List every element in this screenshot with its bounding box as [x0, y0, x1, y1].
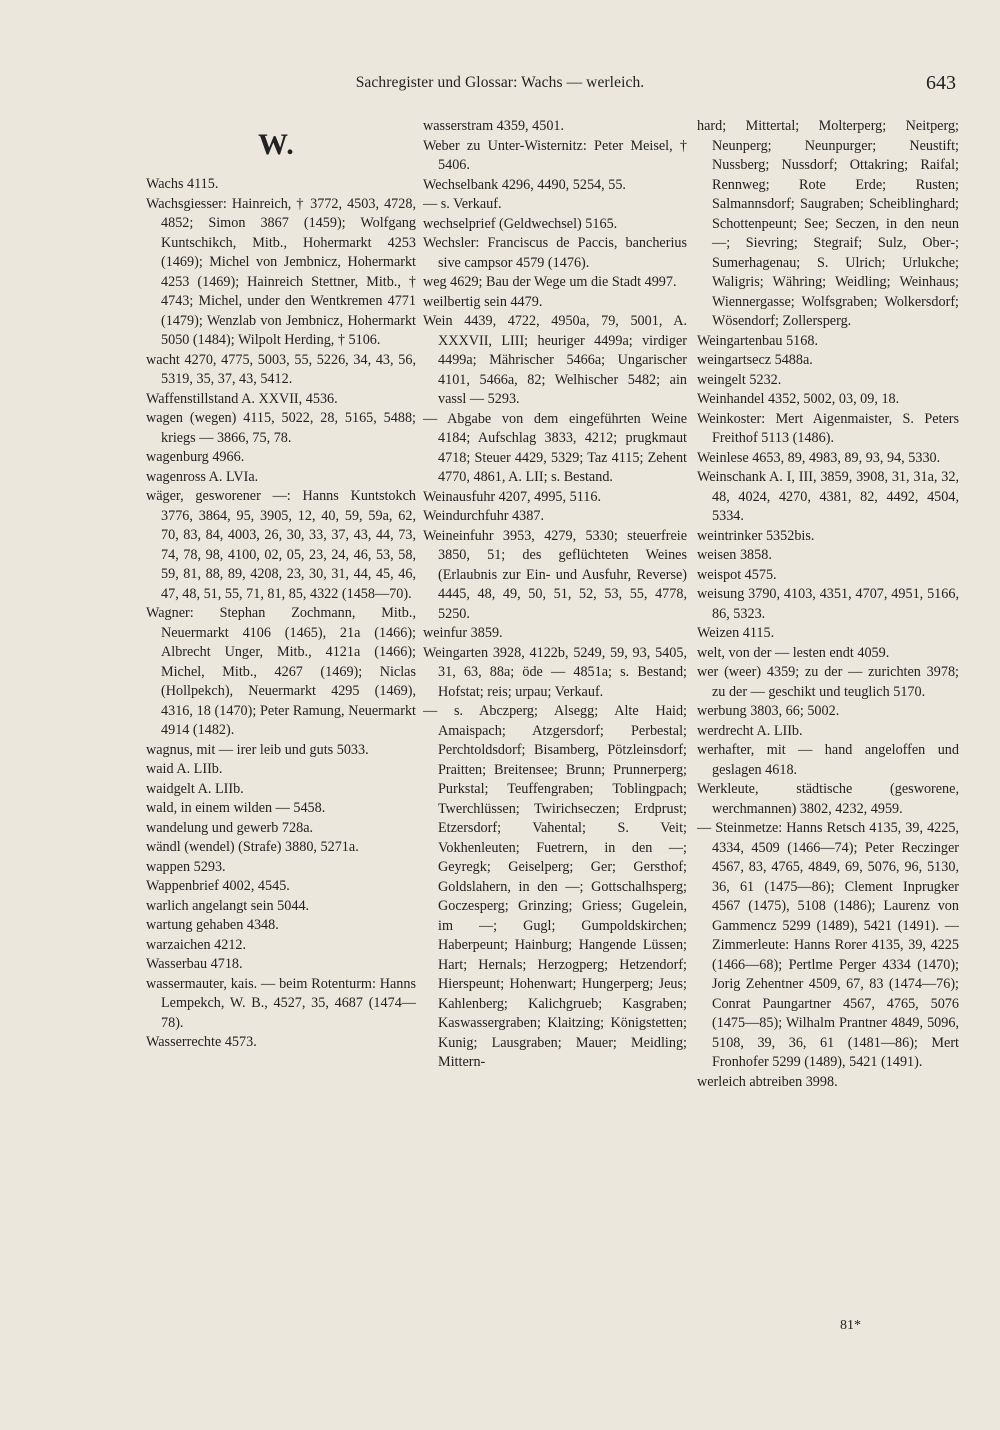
index-entry: wagnus, mit — irer leib und guts 5033.: [146, 741, 369, 758]
index-entry: weilbertig sein 4479.: [423, 293, 543, 310]
index-entry: Wein 4439, 4722, 4950a, 79, 5001, A. XXXVII, LIII; heuriger 4499a; virdiger 4499a; Mährischer 5466a; Ungarischer 4101, 5466a, 82; Welhischer 5482; ain vassl — 5293.: [423, 313, 687, 407]
index-entry: Weingarten 3928, 4122b, 5249, 59, 93, 5405, 31, 63, 88a; öde — 4851a; s. Bestand; Hofstat; reis; urpau; Verkauf.: [423, 644, 687, 700]
section-letter: W.: [258, 128, 295, 161]
index-entry: warzaichen 4212.: [146, 936, 247, 953]
signature-mark: 81*: [840, 1318, 861, 1333]
index-entry: wagen (wegen) 4115, 5022, 28, 5165, 5488; kriegs — 3866, 75, 78.: [146, 410, 416, 446]
index-entry: Wagner: Stephan Zochmann, Mitb., Neuermarkt 4106 (1465), 21a (1466); Albrecht Unger, Mitb., 4121a (1466); Michel, Mitb., 4267 (1469); Niclas (Hollpekch), Neuermarkt 4295 (1469), 4316, 18 (1470); Peter Ramung, Neuermarkt 4914 (1482).: [146, 605, 416, 738]
index-entry: Weineinfuhr 3953, 4279, 5330; steuerfreie 3850, 51; des geflüchteten Weines (Erlaubnis zur Ein- und Ausfuhr, Reverse) 4445, 48, 49, 50, 51, 52, 53, 55, 4778, 5250.: [423, 527, 687, 622]
column-1: [146, 175, 416, 1053]
index-entry: Wechsler: Franciscus de Paccis, bancherius sive campsor 4579 (1476).: [423, 235, 687, 271]
index-entry: wändl (wendel) (Strafe) 3880, 5271a.: [146, 839, 359, 855]
index-entry: Weizen 4115.: [697, 625, 775, 641]
index-entry: Weingartenbau 5168.: [697, 332, 818, 349]
index-entry: Wasserbau 4718.: [146, 956, 243, 972]
index-entry: wappen 5293.: [146, 858, 226, 875]
index-entry: Wachsgiesser: Hainreich, † 3772, 4503, 4728, 4852; Simon 3867 (1459); Wolfgang Kuntschikch, Mitb., Hohermarkt 4253 (1469); Michel von Jembnicz, Hohermarkt 4253 (1469); Hainreich Stettner, Mitb., † 4743; Michel, under den Wentkremen 4771 (1479); Wenzlab von Jembnicz, Hohermarkt 5050 (1484); Wilpolt Herding, † 5106.: [146, 195, 416, 348]
index-entry: wagenburg 4966.: [146, 449, 245, 465]
index-entry: Werkleute, städtische (gesworene, werchmannen) 3802, 4232, 4959.: [697, 781, 959, 817]
index-entry: weintrinker 5352bis.: [697, 527, 815, 544]
index-entry: Waffenstillstand A. XXVII, 4536.: [146, 390, 338, 407]
index-entry: Weinlese 4653, 89, 4983, 89, 93, 94, 5330.: [697, 449, 941, 466]
index-entry: hard; Mittertal; Molterperg; Neitperg; Neunperg; Neunpurger; Neustift; Nussberg; Nussdorf; Ottakring; Raifal; Rennweg; Rote Erde; Rusten; Salmannsdorf; Saugraben; Scheiblinghard; Schottenpeunt; See; Seczen, in den neun —; Sievring; Stegraif; Sulz, Ober-; Sumerhagenau; S. Ulrich; Urlukche; Waligris; Währing; Weidling; Weinhaus; Wiennergasse; Wolfsgraben; Wolkersdorf; Wösendorf; Zollersperg.: [697, 118, 959, 329]
index-entry: werdrecht A. LIIb.: [697, 722, 803, 739]
index-entry: wer (weer) 4359; zu der — zurichten 3978; zu der — geschikt und teuglich 5170.: [697, 664, 959, 700]
index-entry: wäger, gesworener —: Hanns Kuntstokch 3776, 3864, 95, 3905, 12, 40, 59, 59a, 62, 70, 83, 84, 4003, 26, 30, 33, 37, 43, 44, 73, 74, 78, 98, 4100, 02, 05, 23, 24, 46, 53, 58, 59, 81, 88, 89, 4208, 23, 30, 31, 44, 45, 46, 47, 48, 51, 55, 71, 81, 85, 4322 (1458—70).: [146, 488, 416, 602]
index-entry: — Steinmetze: Hanns Retsch 4135, 39, 4225, 4334, 4509 (1466—74); Peter Reczinger 4567, 83, 4765, 4849, 69, 5076, 96, 5130, 36, 61 (1475—86); Clement Inprugker 4567 (1475), 5108 (1486); Laurenz von Gammencz 5299 (1489), 5421 (1491). — Zimmerleute: Hanns Rorer 4135, 39, 4225 (1466—68); Pertlme Perger 4334 (1470); Jorig Zehentner 4509, 67, 83 (1474—76); Conrat Paungartner 4567, 4765, 5076 (1475—85); Wilhalm Prantner 4849, 5096, 5108, 39, 36, 61 (1481—86); Mert Fronhofer 5299 (1489), 5421 (1491).: [697, 820, 959, 1070]
index-entry: weisen 3858.: [697, 547, 772, 563]
index-entry: Weinschank A. I, III, 3859, 3908, 31, 31a, 32, 48, 4024, 4270, 4381, 82, 4492, 4504, 5334.: [697, 469, 959, 524]
index-entry: weisung 3790, 4103, 4351, 4707, 4951, 5166, 86, 5323.: [697, 586, 959, 622]
index-entry: Weinkoster: Mert Aigenmaister, S. Peters Freithof 5113 (1486).: [697, 410, 959, 446]
index-entry: Wechselbank 4296, 4490, 5254, 55.: [423, 176, 626, 193]
index-entry: Wachs 4115.: [146, 176, 219, 192]
index-entry: Wappenbrief 4002, 4545.: [146, 878, 290, 894]
index-entry: Weindurchfuhr 4387.: [423, 508, 544, 524]
index-entry: waid A. LIIb.: [146, 761, 223, 777]
index-entry: wartung gehaben 4348.: [146, 917, 279, 933]
index-entry: — s. Abczperg; Alsegg; Alte Haid; Amaispach; Atzgersdorf; Perbestal; Perchtoldsdorf; Bisamberg, Pötzleinsdorf; Praitten; Breitensee; Brunn; Prunnerperg; Purkstal; Teuffengraben; Toblingpach; Twerchlüssen; Twirichseczen; Erdprust; Etzersdorf; Vahental; S. Veit; Vokhenleuten; Fuetrern, in den —; Geyregk; Geiselperg; Ger; Gersthof; Goldslahern, in den —; Gottschalhsperg; Goczesperg; Grinzing; Griess; Gugelein, im —; Gugl; Gumpoldskirchen; Haberpeunt; Hainburg; Hangende Lüssen; Hart; Hernals; Herzogperg; Hetzendorf; Hierspeunt; Hohenwart; Hungerperg; Jeus; Kahlenberg; Kalichgrueb; Kasgraben; Kaswassergraben; Klaitzing; Königstetten; Kunig; Lausgraben; Mauer; Meidling; Mittern-: [423, 703, 687, 1070]
index-entry: Weinausfuhr 4207, 4995, 5116.: [423, 488, 602, 505]
index-entry: — Abgabe von dem eingeführten Weine 4184; Aufschlag 3833, 4212; prugkmaut 4718; Steuer 4429, 5329; Taz 4115; Zehent 4770, 4861, A. LII; s. Bestand.: [423, 410, 687, 485]
column-2: [423, 117, 687, 1073]
index-entry: waidgelt A. LIIb.: [146, 780, 244, 797]
running-head: Sachregister und Glossar: Wachs — werleich.: [355, 74, 645, 91]
index-entry: welt, von der — lesten endt 4059.: [697, 644, 890, 661]
index-entry: weingelt 5232.: [697, 371, 782, 388]
index-entry: wacht 4270, 4775, 5003, 55, 5226, 34, 43, 56, 5319, 35, 37, 43, 5412.: [146, 351, 416, 387]
index-entry: wald, in einem wilden — 5458.: [146, 800, 326, 816]
index-entry: werbung 3803, 66; 5002.: [697, 703, 840, 719]
index-entry: weispot 4575.: [697, 566, 777, 583]
index-entry: Weinhandel 4352, 5002, 03, 09, 18.: [697, 391, 900, 407]
index-entry: wagenross A. LVIa.: [146, 468, 259, 485]
index-entry: Wasserrechte 4573.: [146, 1034, 257, 1050]
index-entry: weinfur 3859.: [423, 625, 503, 641]
index-entry: wechselprief (Geldwechsel) 5165.: [423, 215, 618, 232]
index-entry: wassermauter, kais. — beim Rotenturm: Hanns Lempekch, W. B., 4527, 35, 4687 (1474—78).: [146, 975, 416, 1031]
index-entry: werhafter, mit — hand angeloffen und geslagen 4618.: [697, 742, 959, 778]
page-number: 643: [926, 72, 956, 94]
index-entry: werleich abtreiben 3998.: [697, 1073, 838, 1090]
index-entry: weg 4629; Bau der Wege um die Stadt 4997.: [423, 274, 677, 290]
index-entry: wandelung und gewerb 728a.: [146, 819, 314, 836]
index-entry: Weber zu Unter-Wisternitz: Peter Meisel, † 5406.: [423, 137, 687, 173]
index-entry: warlich angelangt sein 5044.: [146, 897, 310, 914]
column-3: [697, 117, 959, 1092]
index-entry: weingartsecz 5488a.: [697, 352, 813, 368]
index-entry: wasserstram 4359, 4501.: [423, 118, 565, 134]
index-entry: — s. Verkauf.: [423, 196, 502, 212]
